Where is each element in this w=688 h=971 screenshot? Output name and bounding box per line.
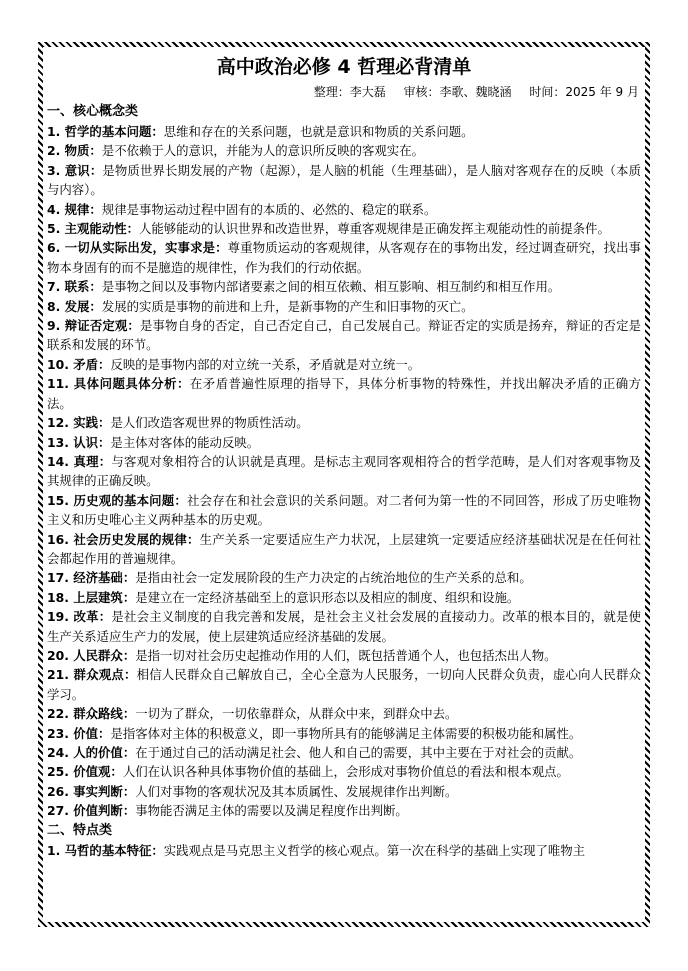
concept-definition: 社会存在和社会意识的关系问题。对二者何为第一性的不同回答，形成了历史唯物主义和历史唯心主义两种基本的历史观。 [47,492,642,528]
concept-term: 7. 联系： [47,279,102,295]
concept-definition: 是社会主义制度的自我完善和发展，是社会主义社会发展的直接动力。改革的根本目的，就是使生产关系适应生产力的发展，使上层建筑适应经济基础的发展。 [47,609,642,644]
concept-term: 22. 群众路线： [47,706,136,722]
concept-term: 3. 意识： [47,162,103,178]
concept-definition: 生产关系一定要适应生产力状况，上层建筑一定要适应经济基础状况是在任何社会都起作用的普遍规律。 [47,531,642,566]
concept-definition: 是指客体对主体的积极意义，即一事物所具有的能够满足主体需要的积极功能和属性。 [110,725,582,741]
concept-definition: 人们对事物的客观状况及其本质属性、发展规律作出判断。 [135,783,458,799]
concept-definition: 是事物自身的否定，自己否定自己，自己发展自己。辩证否定的实质是扬弃，辩证的否定是联系和发展的环节。 [47,318,641,353]
concept-entry [47,413,641,432]
concept-entry [47,801,641,820]
concept-definition: 人能够能动的认识世界和改造世界，尊重客观规律是正确发挥主观能动性的前提条件。 [139,221,610,237]
concept-definition: 事物能否满足主体的需要以及满足程度作出判断。 [135,803,408,819]
concept-term: 17. 经济基础： [47,570,136,586]
concept-entry [47,743,641,762]
concept-term: 10. 矛盾： [47,356,111,372]
concept-entry [47,433,641,452]
concept-term: 16. 社会历史发展的规律： [47,531,200,547]
concept-definition: 是指一切对社会历史起推动作用的人们，既包括普通个人，也包括杰出人物。 [135,647,557,663]
document-border [38,42,650,927]
concept-definition: 思维和存在的关系问题，也就是意识和物质的关系问题。 [163,124,474,139]
concept-entry [47,316,641,355]
concept-entry [47,277,641,296]
concept-term: 5. 主观能动性： [47,221,139,237]
section-heading: 一、核心概念类 [47,104,139,119]
concept-entry [47,355,641,374]
concept-term: 1. 马哲的基本特征： [47,842,164,858]
concept-term: 18. 上层建筑： [47,589,136,605]
concept-term: 13. 认识： [47,434,111,450]
concept-definition: 是指由社会一定发展阶段的生产力决定的占统治地位的生产关系的总和。 [135,570,532,586]
concept-term: 4. 规律： [47,201,102,217]
concept-term: 14. 真理： [47,453,112,469]
concept-term: 19. 改革： [47,609,112,625]
concept-definition: 是建立在一定经济基础至上的意识形态以及相应的制度、组织和设施。 [135,589,520,605]
concept-entry [47,452,641,491]
concept-term: 25. 价值观： [47,764,123,780]
concept-entry [47,219,641,238]
concept-entry [47,297,641,316]
concept-definition: 一切为了群众，一切依靠群众，从群众中来，到群众中去。 [135,706,458,722]
concept-term: 15. 历史观的基本问题： [47,492,188,508]
concept-term: 21. 群众观点： [47,667,137,683]
concept-definition: 在矛盾普遍性原理的指导下，具体分析事物的特殊性，并找出解决矛盾的正确方法。 [47,376,642,411]
concept-term: 20. 人民群众： [47,647,136,663]
concept-entry [47,200,641,219]
concept-term: 12. 实践： [47,415,111,431]
editor-credit: 整理：李大磊 [313,85,386,99]
concept-entry [47,588,641,607]
concept-entry [47,491,641,530]
document-date: 时间：2025 年 9 月 [529,85,639,99]
concept-definition: 相信人民群众自己解放自己，全心全意为人民服务，一切向人民群众负责，虚心向人民群众学习。 [47,667,642,702]
concept-term: 24. 人的价值： [47,745,136,760]
concept-entry [47,782,641,801]
concept-definition: 人们在认识各种具体事物价值的基础上，会形成对事物价值总的看法和根本观点。 [122,764,569,780]
concept-term: 2. 物质： [47,143,102,159]
concept-definition: 是不依赖于人的意识，并能为人的意识所反映的客观实在。 [101,143,424,159]
concept-entry [47,161,641,200]
concept-definition: 与客观对象相符合的认识就是真理。是标志主观同客观相符合的哲学范畴，是人们对客观事物及其规律的正确反映。 [47,453,642,489]
concept-entry [47,762,641,781]
concept-entry [47,724,641,743]
concept-term: 27. 价值判断： [47,803,136,819]
document-content [47,102,641,860]
concept-entry [47,122,641,141]
concept-definition: 发展的实质是事物的前进和上升，是新事物的产生和旧事物的灭亡。 [101,298,474,314]
concept-definition: 实践观点是马克思主义哲学的核心观点。第一次在科学的基础上实现了唯物主 [163,842,586,858]
concept-entry [47,646,641,665]
concept-entry [47,238,641,277]
concept-term: 11. 具体问题具体分析： [47,376,190,392]
concept-definition: 是事物之间以及事物内部诸要素之间的相互依赖、相互影响、相互制约和相互作用。 [101,279,561,295]
concept-entry [47,665,641,704]
concept-term: 8. 发展： [47,298,102,314]
concept-definition: 规律是事物运动过程中固有的本质的、必然的、稳定的联系。 [101,201,437,217]
concept-entry [47,530,641,569]
concept-entry [47,841,641,860]
concept-definition: 是主体对客体的能动反映。 [110,434,260,450]
concept-entry [47,141,641,160]
section-heading: 二、特点类 [47,822,113,838]
reviewer-credit: 审核：李歌、魏晓涵 [403,85,512,99]
concept-term: 23. 价值： [47,725,111,741]
concept-term: 6. 一切从实际出发，实事求是： [47,240,228,256]
concept-term: 1. 哲学的基本问题： [47,124,164,139]
concept-definition: 尊重物质运动的客观规律，从客观存在的事物出发，经过调查研究，找出事物本身固有的而不是臆造的规律性，作为我们的行动依据。 [47,240,641,275]
concept-definition: 是人们改造客观世界的物质性活动。 [110,415,309,431]
document-title: 高中政治必修 4 哲理必背清单 [216,56,472,78]
concept-term: 26. 事实判断： [47,783,136,799]
concept-definition: 反映的是事物内部的对立统一关系，矛盾就是对立统一。 [110,356,421,372]
concept-definition: 在于通过自己的活动满足社会、他人和自己的需要，其中主要在于对社会的贡献。 [135,745,582,760]
concept-definition: 是物质世界长期发展的产物（起源），是人脑的机能（生理基础），是人脑对客观存在的反映（本质与内容）。 [47,162,641,198]
concept-entry [47,374,641,413]
concept-entry [47,704,641,723]
concept-term: 9. 辩证否定观： [47,318,140,334]
document-meta [47,83,641,102]
concept-entry [47,607,641,646]
concept-entry [47,568,641,587]
document-body [47,53,641,922]
